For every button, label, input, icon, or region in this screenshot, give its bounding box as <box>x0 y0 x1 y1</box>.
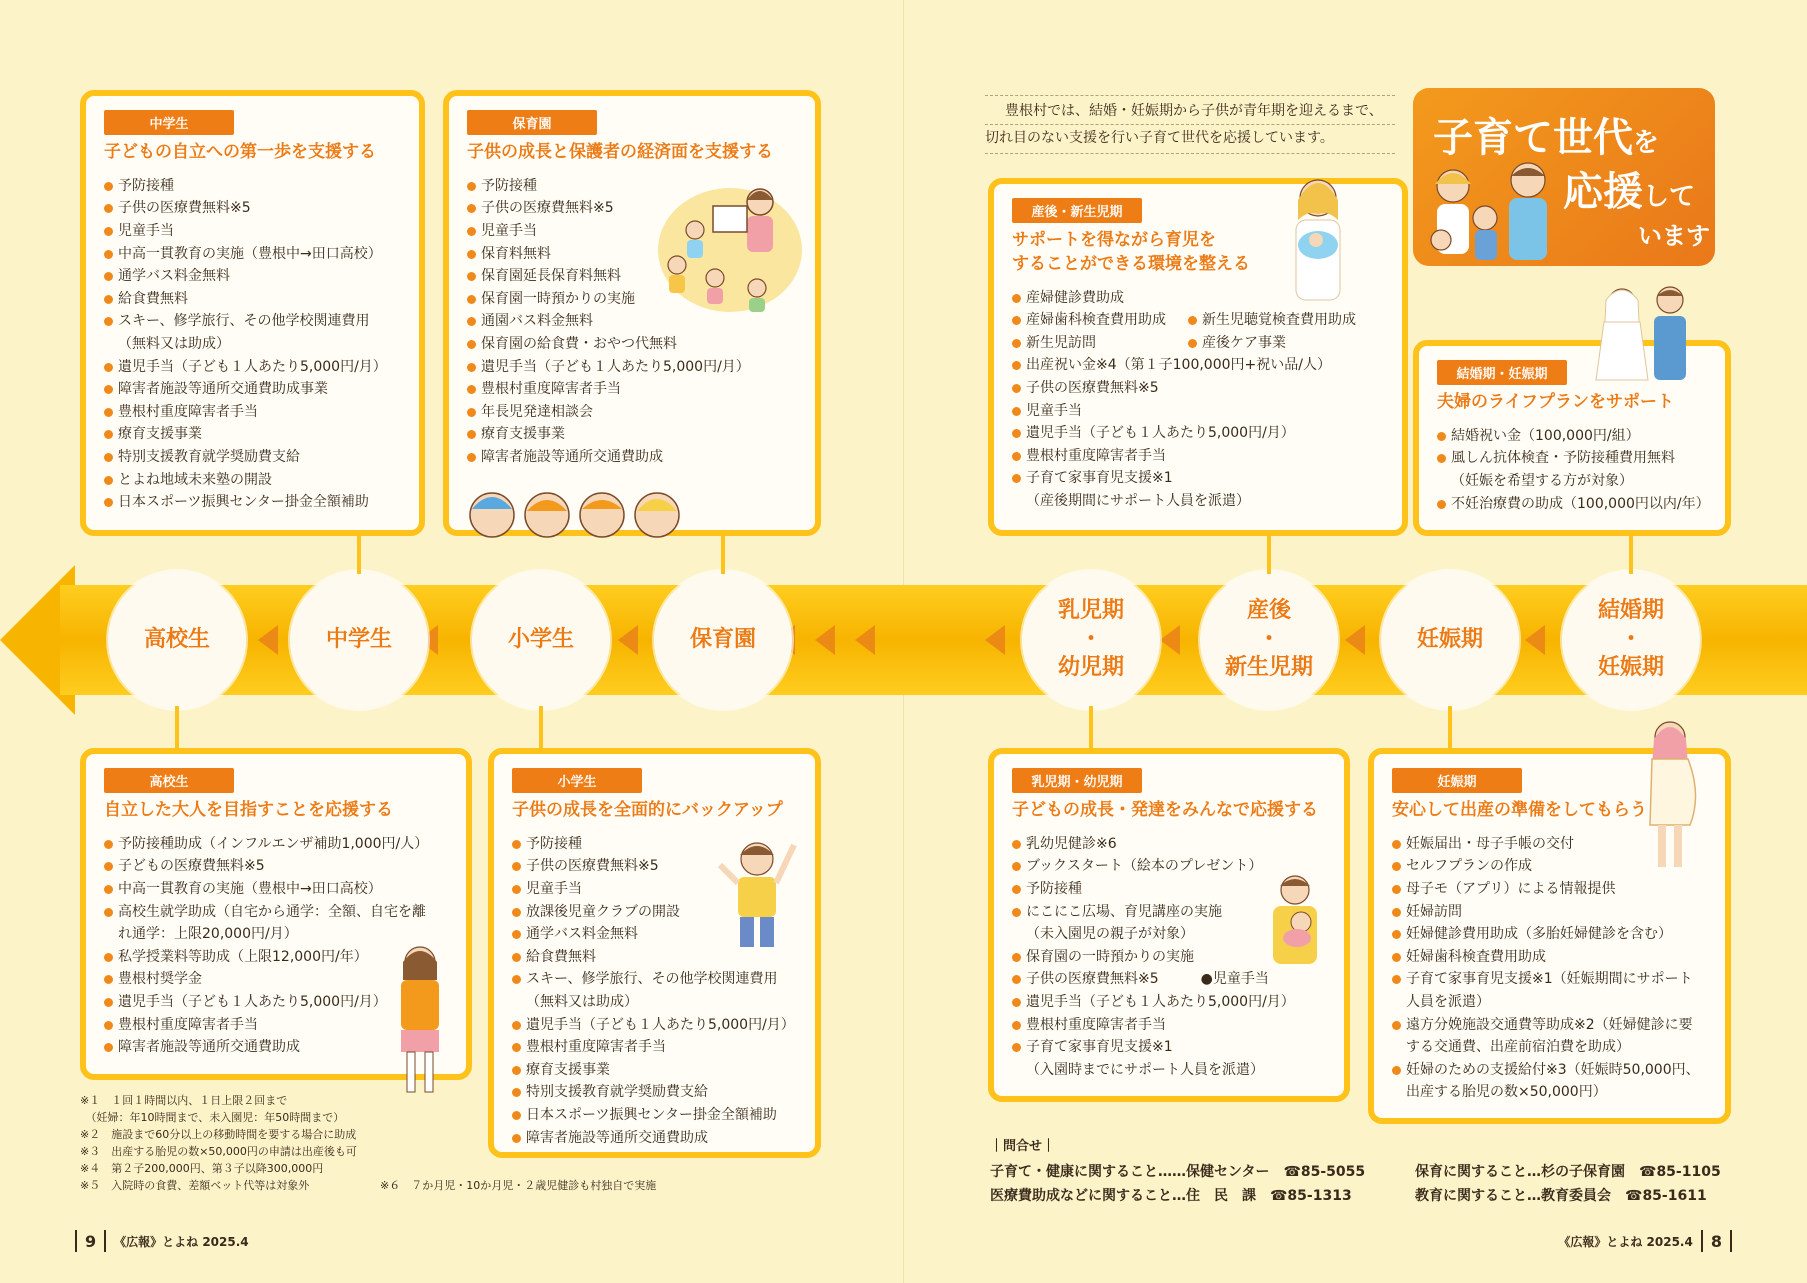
support-item: 保育園延長保育料無料 <box>467 265 801 288</box>
support-item: 乳幼児健診※6 <box>1012 833 1330 856</box>
support-item: 児童手当 <box>104 220 405 243</box>
support-item: 新生児訪問 <box>1012 332 1188 355</box>
stage-hoikuen <box>654 571 792 709</box>
wedding-couple-illustration <box>1592 282 1702 382</box>
support-item: 豊根村重度障害者手当 <box>1012 1014 1330 1037</box>
timeline-chevron <box>985 625 1005 655</box>
support-item: 妊婦のための支援給付※3（妊娠時50,000円、 <box>1392 1059 1711 1082</box>
hero-text-main: 応援 <box>1563 169 1643 215</box>
support-item: 保育園の給食費・おやつ代無料 <box>467 333 801 356</box>
footer-bar <box>1701 1230 1703 1252</box>
support-item: 妊婦健診費用助成（多胎妊婦健診を含む） <box>1392 923 1711 946</box>
stage-shougakusei <box>472 571 610 709</box>
hero-text-small: を <box>1633 128 1660 158</box>
footnote: ※６ ７か月児・10か月児・２歳児健診も村独自で実施 <box>380 1179 657 1192</box>
support-item: 給食費無料 <box>512 946 801 969</box>
card-title-line: することができる環境を整える <box>1012 253 1250 274</box>
intro-text <box>985 95 1395 154</box>
stage-kekkon-ninshin <box>1562 571 1700 709</box>
support-item: 遺児手当（子ども１人あたり5,000円/月） <box>512 1014 801 1037</box>
support-item: 子供の医療費無料※5 <box>512 855 801 878</box>
support-item: 私学授業料等助成（上限12,000円/年） <box>104 946 452 969</box>
support-item: 日本スポーツ振興センター掛金全額補助 <box>104 491 405 514</box>
support-item: 遺児手当（子ども１人あたり5,000円/月） <box>104 356 405 379</box>
support-item-cont: （無料又は助成） <box>526 993 638 1010</box>
support-item: 放課後児童クラブの開設 <box>512 901 801 924</box>
timeline-chevron <box>1525 625 1545 655</box>
support-item: 結婚祝い金（100,000円/組） <box>1437 425 1711 448</box>
timeline-chevron <box>855 625 875 655</box>
card-tag: 小学生 <box>512 768 642 793</box>
footer-bar <box>104 1230 106 1252</box>
timeline-chevron <box>618 625 638 655</box>
contact-entry: 子育て・健康に関すること……保健センター ☎85-5055 <box>990 1164 1366 1180</box>
support-item: 療育支援事業 <box>104 423 405 446</box>
support-item: 予防接種 <box>1012 878 1330 901</box>
hero-text-main: 子育て世代 <box>1433 115 1633 161</box>
stage-label-dot: ・ <box>1079 626 1102 652</box>
support-item: 子供の医療費無料※5 <box>1012 377 1388 400</box>
card-title: 子どもの自立への第一歩を支援する <box>104 142 376 162</box>
card-title: 子供の成長と保護者の経済面を支援する <box>467 142 773 162</box>
support-item: 児童手当 <box>1012 400 1388 423</box>
hero-banner <box>1413 88 1715 266</box>
card-title: 安心して出産の準備をしてもらう <box>1392 800 1647 820</box>
card-stem <box>357 530 361 574</box>
support-item: 豊根村重度障害者手当 <box>467 378 801 401</box>
card-tag: 中学生 <box>104 110 234 135</box>
footnotes <box>80 1092 357 1194</box>
support-item: 豊根村重度障害者手当 <box>512 1036 801 1059</box>
support-item: 豊根村重度障害者手当 <box>104 401 405 424</box>
card-stem <box>539 706 543 752</box>
stage-label: 中学生 <box>325 626 392 652</box>
card-title: 自立した大人を目指すことを応援する <box>104 800 393 820</box>
support-item-cont: （妊娠を希望する方が対象） <box>1451 472 1633 489</box>
support-item: 中高一貫教育の実施（豊根中→田口高校） <box>104 878 452 901</box>
support-item: 障害者施設等通所交通費助成 <box>512 1127 801 1150</box>
stage-label: 妊娠期 <box>1597 655 1664 681</box>
stage-label: 妊娠期 <box>1416 626 1483 652</box>
support-item: スキー、修学旅行、その他学校関連費用 <box>512 968 801 991</box>
page-footer-left <box>75 1230 249 1252</box>
stage-label: 幼児期 <box>1057 655 1124 681</box>
contact-entry: 保育に関すること…杉の子保育園 ☎85-1105 <box>1415 1164 1721 1180</box>
support-item: 中高一貫教育の実施（豊根中→田口高校） <box>104 243 405 266</box>
support-item-cont: する交通費、出産前宿泊費を助成） <box>1406 1039 1630 1056</box>
contact-row <box>990 1160 1750 1184</box>
stage-label: 産後 <box>1246 598 1291 624</box>
support-item: 豊根村奨学金 <box>104 968 452 991</box>
teacher-reading-illustration <box>655 170 805 320</box>
support-item: 障害者施設等通所交通費助成 <box>104 1036 452 1059</box>
hero-text-small: います <box>1638 222 1710 250</box>
card-tag: 乳児期・幼児期 <box>1012 768 1142 793</box>
card-stem <box>175 706 179 752</box>
timeline-chevron <box>258 625 278 655</box>
support-item: 予防接種助成（インフルエンザ補助1,000円/人） <box>104 833 452 856</box>
support-item: 療育支援事業 <box>512 1059 801 1082</box>
mother-baby-illustration <box>1268 170 1368 310</box>
card-tag: 産後・新生児期 <box>1012 198 1142 223</box>
support-item: セルフプランの作成 <box>1392 855 1711 878</box>
footnote: ※１ １回１時間以内、１日上限２回まで <box>80 1094 288 1107</box>
support-item: 特別支援教育就学奨励費支給 <box>512 1081 801 1104</box>
support-item: 産婦歯科検査費用助成 <box>1012 309 1188 332</box>
support-item: 遺児手当（子ども１人あたり5,000円/月） <box>1012 991 1330 1014</box>
contact-info <box>990 1135 1750 1208</box>
card-stem <box>1448 706 1452 752</box>
support-item: ブックスタート（絵本のプレゼント） <box>1012 855 1330 878</box>
page-number: 8 <box>1710 1231 1722 1251</box>
support-item: 妊婦訪問 <box>1392 901 1711 924</box>
stage-sango <box>1200 571 1338 709</box>
support-item: 産後ケア事業 <box>1188 332 1388 355</box>
support-item: 子供の医療費無料※5 ●児童手当 <box>1012 968 1330 991</box>
stage-label: 高校生 <box>143 626 210 652</box>
support-item: 日本スポーツ振興センター掛金全額補助 <box>512 1104 801 1127</box>
card-title: 子供の成長を全面的にバックアップ <box>512 800 783 820</box>
support-item: スキー、修学旅行、その他学校関連費用 <box>104 310 405 333</box>
support-item: 産婦健診費助成 <box>1012 287 1188 310</box>
support-item: 風しん抗体検査・予防接種費用無料 <box>1437 447 1711 470</box>
page-number: 9 <box>85 1231 97 1251</box>
support-item: 妊婦歯科検査費用助成 <box>1392 946 1711 969</box>
support-item-cont: れ通学：上限20,000円/月） <box>118 926 298 943</box>
support-item: 遺児手当（子ども１人あたり5,000円/月） <box>467 356 801 379</box>
stage-label: 保育園 <box>689 626 756 652</box>
support-item: 児童手当 <box>467 220 801 243</box>
support-item: 遺児手当（子ども１人あたり5,000円/月） <box>1012 422 1388 445</box>
support-item: 予防接種 <box>104 175 405 198</box>
support-item: 出産祝い金※4（第１子100,000円+祝い品/人） <box>1012 354 1388 377</box>
stage-ninshin <box>1381 571 1519 709</box>
stage-label: 乳児期 <box>1057 598 1124 624</box>
timeline-chevron <box>1345 625 1365 655</box>
stage-label: 小学生 <box>507 626 574 652</box>
support-item: 遠方分娩施設交通費等助成※2（妊婦健診に要 <box>1392 1014 1711 1037</box>
contact-row <box>990 1184 1750 1208</box>
hero-text <box>1563 160 1695 217</box>
card-tag: 結婚期・妊娠期 <box>1437 360 1567 385</box>
support-item: 特別支援教育就学奨励費支給 <box>104 446 405 469</box>
footer-bar <box>75 1230 77 1252</box>
support-item: 子供の医療費無料※5 <box>467 197 801 220</box>
support-item: 通園バス料金無料 <box>467 310 801 333</box>
support-item: 障害者施設等通所交通費助成事業 <box>104 378 405 401</box>
card-stem <box>721 530 725 574</box>
support-item-cont: （入園時までにサポート人員を派遣） <box>1026 1061 1264 1078</box>
support-item: 不妊治療費の助成（100,000円以内/年） <box>1437 493 1711 516</box>
stage-label: 結婚期 <box>1597 598 1664 624</box>
card-title: 子どもの成長・発達をみんなで応援する <box>1012 800 1318 820</box>
support-item: 子育て家事育児支援※1（妊娠期間にサポート <box>1392 968 1711 991</box>
support-item: 子育て家事育児支援※1 <box>1012 1036 1330 1059</box>
publication-label: 《広報》とよね 2025.4 <box>114 1234 249 1249</box>
card-chugakusei <box>80 90 425 536</box>
highschool-student-illustration <box>385 940 455 1100</box>
footnote: ※４ 第２子200,000円、第３子以降300,000円 <box>80 1162 324 1175</box>
contact-entry: 医療費助成などに関すること…住 民 課 ☎85-1313 <box>990 1188 1352 1204</box>
stage-label-dot: ・ <box>1257 626 1280 652</box>
support-item: 児童手当 <box>512 878 801 901</box>
support-list <box>1012 354 1388 512</box>
cheering-boy-illustration <box>712 835 802 955</box>
support-item: 予防接種 <box>467 175 801 198</box>
timeline-chevron <box>815 625 835 655</box>
footnote: ※３ 出産する胎児の数×50,000円の申請は出産後も可 <box>80 1145 357 1158</box>
card-stem <box>1629 530 1633 574</box>
kid-faces-illustration <box>467 487 687 542</box>
hero-text <box>1433 106 1659 163</box>
support-item: 保育料無料 <box>467 243 801 266</box>
support-item: 通学バス料金無料 <box>512 923 801 946</box>
support-item: 新生児聴覚検査費用助成 <box>1188 309 1388 332</box>
support-item: 妊娠届出・母子手帳の交付 <box>1392 833 1711 856</box>
support-item-cont: 人員を派遣） <box>1406 993 1490 1010</box>
support-item-cont: （産後期間にサポート人員を派遣） <box>1026 492 1250 509</box>
support-item: 保育園一時預かりの実施 <box>467 288 801 311</box>
footnote: ※５ 入院時の食費、差額ベット代等は対象外 <box>80 1179 310 1192</box>
support-item: 子どもの医療費無料※5 <box>104 855 452 878</box>
support-item-cont: （無料又は助成） <box>118 335 230 352</box>
support-item-cont: （未入園児の親子が対象） <box>1026 926 1194 943</box>
support-item: 子育て家事育児支援※1 <box>1012 467 1388 490</box>
stage-chugakusei <box>290 571 428 709</box>
support-item: 子供の医療費無料※5 <box>104 197 405 220</box>
footnote: ※２ 施設まで60分以上の移動時間を要する場合に助成 <box>80 1128 357 1141</box>
family-illustration <box>1423 158 1573 266</box>
stage-label: 新生児期 <box>1224 655 1313 681</box>
card-tag: 高校生 <box>104 768 234 793</box>
intro-line: 豊根村では、結婚・妊娠期から子供が青年期を迎えるまで、 <box>1005 103 1383 119</box>
support-item: 遺児手当（子ども１人あたり5,000円/月） <box>104 991 452 1014</box>
intro-line: 切れ目のない支援を行い子育て世代を応援しています。 <box>985 124 1395 151</box>
card-stem <box>1267 530 1271 574</box>
card-stem <box>1089 706 1093 752</box>
footer-bar <box>1730 1230 1732 1252</box>
footnote: （妊婦：年10時間まで、未入園児：年50時間まで） <box>80 1111 345 1124</box>
card-title: 夫婦のライフプランをサポート <box>1437 392 1674 412</box>
pregnant-woman-illustration <box>1630 715 1710 875</box>
support-item: にこにこ広場、育児講座の実施 <box>1012 901 1330 924</box>
support-item: 年長児発達相談会 <box>467 401 801 424</box>
support-list <box>1437 425 1711 515</box>
support-item: 高校生就学助成（自宅から通学：全額、自宅を離 <box>104 901 452 924</box>
hero-text-small: して <box>1643 182 1696 212</box>
page-footer-right <box>1558 1230 1732 1252</box>
stage-label-dot: ・ <box>1619 626 1642 652</box>
support-list <box>104 175 405 514</box>
father-baby-illustration <box>1255 870 1335 970</box>
support-item: とよね地域未来塾の開設 <box>104 469 405 492</box>
support-item: 豊根村重度障害者手当 <box>1012 445 1388 468</box>
contact-entry: 教育に関すること…教育委員会 ☎85-1611 <box>1415 1188 1707 1204</box>
timeline-chevron <box>1160 625 1180 655</box>
support-item: 予防接種 <box>512 833 801 856</box>
card-tag: 保育園 <box>467 110 597 135</box>
support-item: 給食費無料 <box>104 288 405 311</box>
stage-koukousei <box>108 571 246 709</box>
contact-heading: ｜問合せ｜ <box>990 1139 1056 1154</box>
card-title-line: サポートを得ながら育児を <box>1012 230 1216 250</box>
support-item: 療育支援事業 <box>467 423 801 446</box>
card-tag: 妊娠期 <box>1392 768 1522 793</box>
support-item: 通学バス料金無料 <box>104 265 405 288</box>
stage-nyuji-youji <box>1022 571 1160 709</box>
support-item: 豊根村重度障害者手当 <box>104 1014 452 1037</box>
support-item: 保育園の一時預かりの実施 <box>1012 946 1330 969</box>
support-item: 障害者施設等通所交通費助成 <box>467 446 801 469</box>
support-item-cont: 出産する胎児の数×50,000円） <box>1406 1084 1607 1101</box>
support-item: 母子モ（アプリ）による情報提供 <box>1392 878 1711 901</box>
publication-label: 《広報》とよね 2025.4 <box>1558 1234 1693 1249</box>
